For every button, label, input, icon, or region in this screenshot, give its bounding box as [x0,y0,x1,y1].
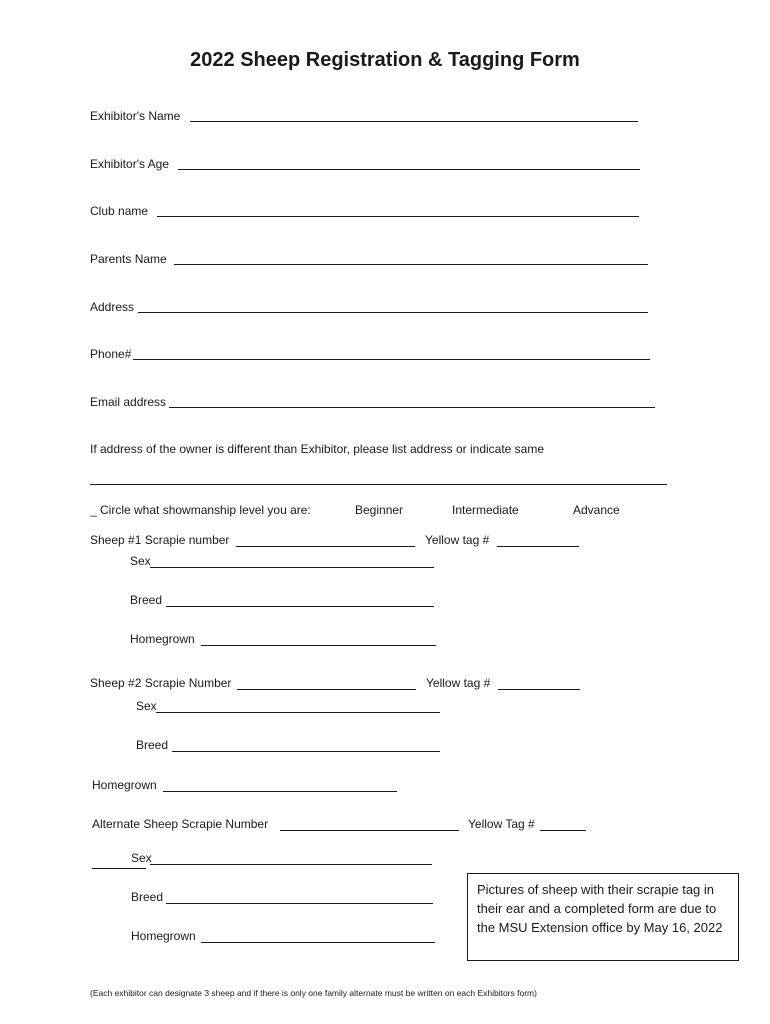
alternate-yellow-tag-field[interactable] [540,830,586,831]
level-intermediate[interactable]: Intermediate [452,503,519,517]
owner-address-instruction: If address of the owner is different than Exhibitor, please list address or indicate same [90,442,545,456]
sheep1-breed-label: Breed [130,593,163,607]
alternate-homegrown-field[interactable] [201,942,435,943]
sheep2-yellow-tag-label: Yellow tag # [426,676,491,690]
alternate-yellow-tag-label: Yellow Tag # [468,817,535,831]
exhibitor-name-label: Exhibitor's Name [90,109,181,123]
sheep1-sex-field[interactable] [150,567,434,568]
sheep2-breed-label: Breed [136,738,169,752]
sheep1-homegrown-field[interactable] [201,645,436,646]
alternate-breed-label: Breed [131,890,164,904]
sheep2-scrapie-field[interactable] [237,689,416,690]
club-name-field[interactable] [157,216,639,217]
deadline-note-box: Pictures of sheep with their scrapie tag in their ear and a completed form are due to the MSU Extension office by May 16, 2022 [467,873,739,961]
sheep1-breed-field[interactable] [166,606,434,607]
parents-name-field[interactable] [174,264,648,265]
phone-field[interactable] [133,359,650,360]
sheep1-homegrown-label: Homegrown [130,632,195,646]
alternate-breed-field[interactable] [166,903,433,904]
address-label: Address [90,300,135,314]
sheep2-homegrown-field[interactable] [163,791,397,792]
showmanship-prompt: _ Circle what showmanship level you are: [90,503,311,517]
exhibitor-name-field[interactable] [190,121,638,122]
alternate-sex-field[interactable] [150,864,432,865]
address-field[interactable] [138,312,648,313]
alternate-sex-label: Sex [131,851,152,865]
club-name-label: Club name [90,204,149,218]
footnote: (Each exhibitor can designate 3 sheep and if there is only one family alternate must be written on each Exhibitors form) [90,988,537,998]
alternate-homegrown-label: Homegrown [131,929,196,943]
alternate-prefix-line [92,868,146,869]
sheep2-sex-field[interactable] [156,712,440,713]
owner-address-field[interactable] [90,484,667,485]
sheep1-yellow-tag-label: Yellow tag # [425,533,490,547]
sheep1-scrapie-field[interactable] [236,546,415,547]
sheep2-yellow-tag-field[interactable] [498,689,580,690]
sheep1-scrapie-label: Sheep #1 Scrapie number [90,533,230,547]
sheep2-scrapie-label: Sheep #2 Scrapie Number [90,676,232,690]
phone-label: Phone# [90,347,132,361]
sheep1-sex-label: Sex [130,554,151,568]
level-beginner[interactable]: Beginner [355,503,404,517]
alternate-scrapie-field[interactable] [280,830,459,831]
exhibitor-age-label: Exhibitor's Age [90,157,170,171]
email-field[interactable] [169,407,655,408]
sheep2-homegrown-label: Homegrown [92,778,157,792]
sheep2-breed-field[interactable] [172,751,440,752]
email-label: Email address [90,395,167,409]
level-advance[interactable]: Advance [573,503,620,517]
form-title: 2022 Sheep Registration & Tagging Form [190,49,580,71]
sheep2-sex-label: Sex [136,699,157,713]
exhibitor-age-field[interactable] [178,169,640,170]
parents-name-label: Parents Name [90,252,167,266]
alternate-scrapie-label: Alternate Sheep Scrapie Number [92,817,269,831]
sheep1-yellow-tag-field[interactable] [497,546,579,547]
